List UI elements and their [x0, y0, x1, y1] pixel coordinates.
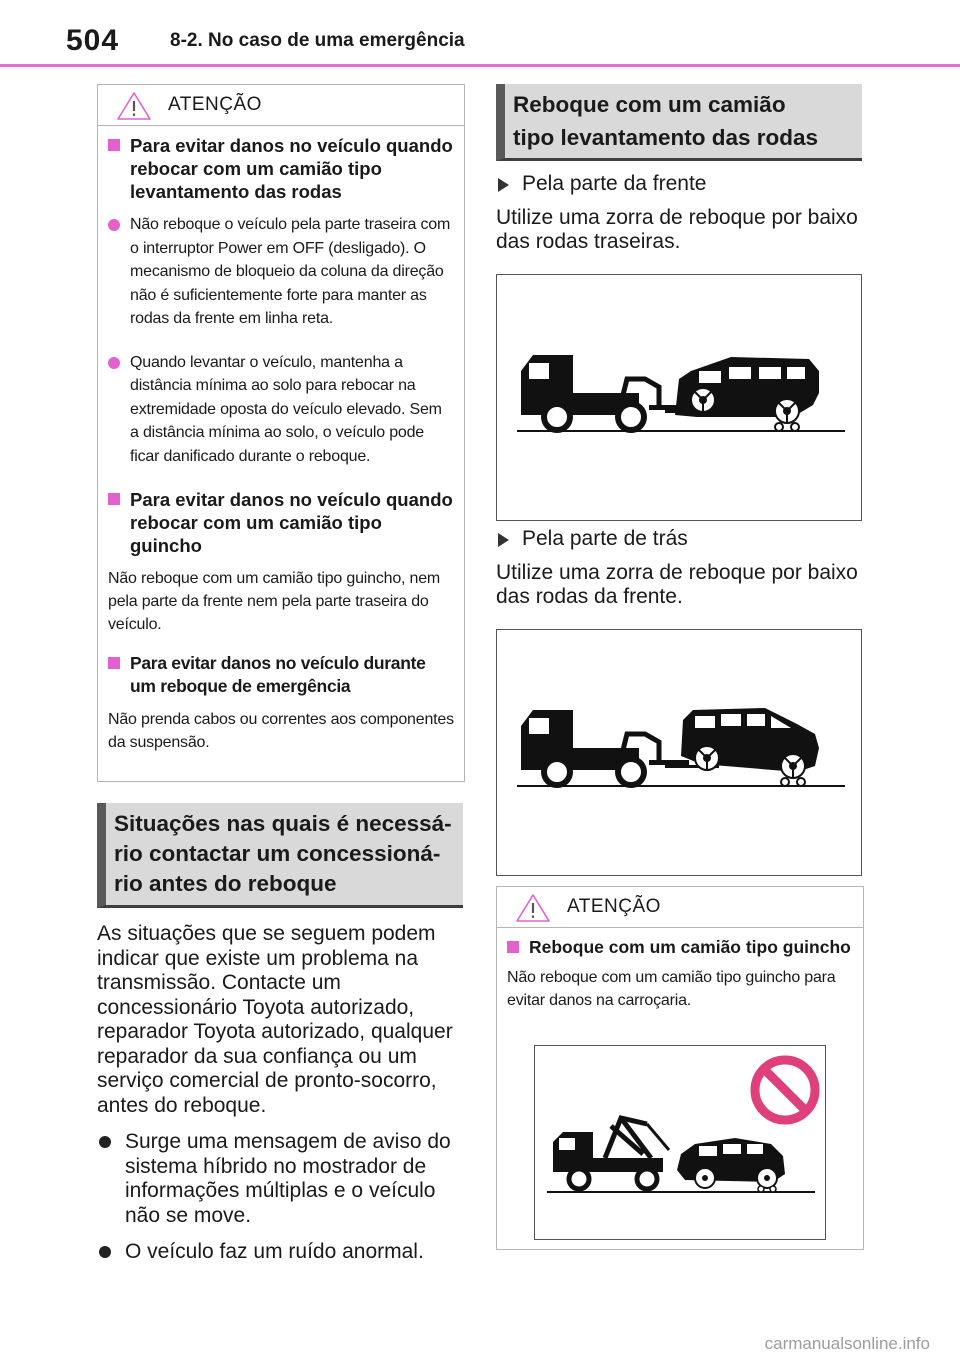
- bullet-dot-icon: [99, 1136, 111, 1148]
- warning-box-right: [496, 886, 864, 1250]
- square-bullet-icon: [108, 657, 120, 669]
- warning-text: Não reboque com um camião tipo guincho, nem pela parte da frente nem pela parte traseira do veículo.: [108, 570, 441, 633]
- section-title: 8-2. No caso de uma emergência: [170, 30, 465, 51]
- warning-subheading: Para evitar danos no veículo quando rebocar com um camião tipo levantamento das rodas: [108, 134, 454, 203]
- figure-rear-tow: [496, 629, 862, 876]
- tow-front-illustration: [497, 275, 861, 520]
- watermark: carmanualsonline.info: [764, 1334, 930, 1353]
- warning-box-header: [98, 85, 464, 126]
- warning-label: ATENÇÃO: [567, 896, 661, 917]
- heading-line: Situações nas quais é necessá-: [114, 811, 452, 836]
- warning-subheading: Reboque com um camião tipo guincho: [507, 936, 853, 958]
- warning-triangle-icon: [515, 893, 551, 923]
- warning-triangle-icon: [116, 91, 152, 121]
- figure-front-tow: [496, 274, 862, 521]
- warning-text: Não prenda cabos ou correntes aos componentes da suspensão.: [108, 711, 454, 751]
- heading-line: Reboque com um camião: [513, 92, 786, 117]
- square-bullet-icon: [108, 493, 120, 505]
- crane-tow-prohibited-illustration: [535, 1046, 825, 1239]
- page-number: 504: [66, 24, 120, 57]
- arrow-bullet-icon: [498, 533, 509, 547]
- warning-label: ATENÇÃO: [168, 94, 262, 115]
- wheel-lift-heading: [496, 84, 862, 161]
- list-item: Surge uma mensagem de aviso do sistema híbrido no mostrador de informações múltiplas e o veículo não se move.: [97, 1130, 463, 1228]
- warning-subheading: Para evitar danos no veículo quando rebocar com um camião tipo guincho: [108, 488, 454, 557]
- square-bullet-icon: [507, 941, 519, 953]
- dot-bullet-icon: [108, 357, 120, 369]
- header-rule: [0, 64, 960, 67]
- situations-heading: [97, 803, 463, 908]
- arrow-bullet-icon: [498, 178, 509, 192]
- warning-subheading: Para evitar danos no veículo durante um reboque de emergência: [108, 652, 454, 698]
- arrow-item-rear: Pela parte de trás: [496, 527, 862, 552]
- warning-box-header: [497, 887, 863, 928]
- square-bullet-icon: [108, 139, 120, 151]
- arrow-item-front: Pela parte da frente: [496, 172, 862, 197]
- figure-flatbed-prohibited: [534, 1045, 826, 1240]
- heading-line: tipo levantamento das rodas: [513, 125, 819, 150]
- heading-line: rio antes do reboque: [114, 871, 337, 896]
- heading-line: rio contactar um concessioná-: [114, 841, 441, 866]
- tow-rear-illustration: [497, 630, 861, 875]
- rear-instruction: Utilize uma zorra de reboque por baixo das rodas da frente.: [496, 560, 858, 608]
- warning-bullet: Não reboque o veículo pela parte traseira com o interruptor Power em OFF (desligado). O mecanismo de bloqueio da coluna da direção não é suficientemente forte para manter as rodas da frente em linha reta.: [108, 213, 454, 331]
- situations-intro: As situações que se seguem podem indicar que existe um problema na transmissão. Contacte um concessionário Toyota autorizado, reparador Toyota autorizado, qualquer reparador da sua confiança ou um serviço comercial de pronto-socorro, antes do reboque.: [97, 922, 453, 1117]
- warning-bullet: Quando levantar o veículo, mantenha a distância mínima ao solo para rebocar na extremidade oposta do veículo elevado. Sem a distância mínima ao solo, o veículo pode ficar danificado durante o reboque.: [108, 351, 454, 469]
- warning-box-left: [97, 84, 465, 782]
- dot-bullet-icon: [108, 219, 120, 231]
- bullet-dot-icon: [99, 1246, 111, 1258]
- list-item: O veículo faz um ruído anormal.: [97, 1240, 463, 1265]
- front-instruction: Utilize uma zorra de reboque por baixo das rodas traseiras.: [496, 205, 858, 253]
- warning-text: Não reboque com um camião tipo guincho para evitar danos na carroçaria.: [507, 969, 836, 1009]
